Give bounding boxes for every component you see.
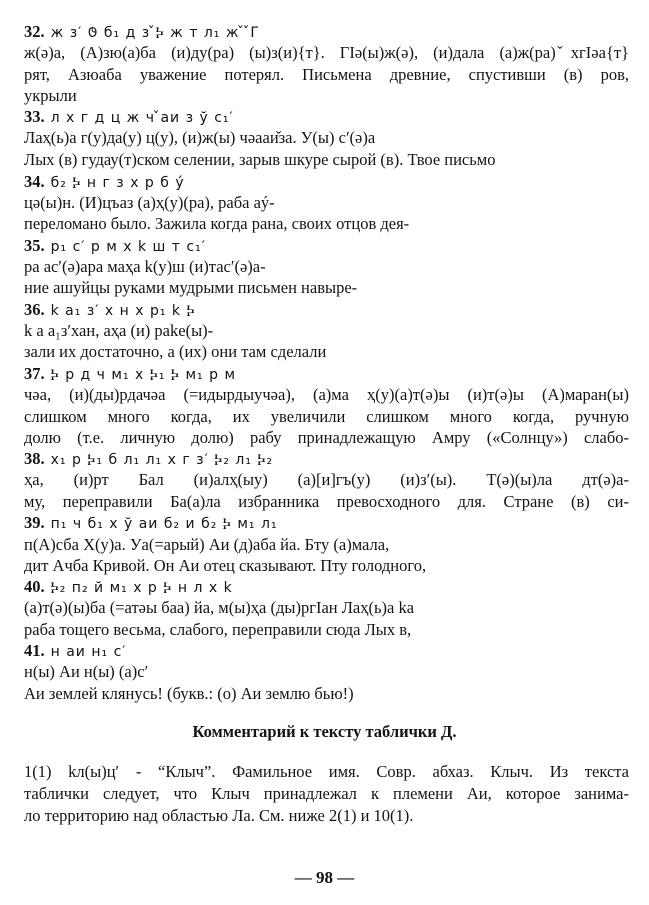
entry-number: 40.: [24, 577, 45, 596]
entry-36-sign-line: [24, 300, 629, 321]
entry-32-translation-line-1: рят, Азюаба уважение потерял. Письмена древние, спустивши (в) ров,: [24, 65, 629, 84]
entry-number: 35.: [24, 236, 45, 255]
entry-number: 39.: [24, 513, 45, 532]
commentary-heading: Комментарий к тексту таблички Д.: [192, 722, 457, 741]
entry-41-transliteration: н(ы) Аи н(ы) (а)с′: [24, 662, 149, 681]
entry-33-transliteration: Лаҳ(ь)а г(у)да(у) ц(у), (и)ж(ы) чәааи̌за. У(ы) с′(ә)а: [24, 128, 376, 147]
entry-35-transliteration: ра ас′(ә)ара маҳа k(у)ш (и)тас′(ә)а-: [24, 257, 266, 276]
entry-number: 38.: [24, 449, 45, 468]
entry-38-transliteration: ҳа, (и)рт Бал (и)алҳ(ыу) (а)[и]гъ(у) (и)з′(ы). Т(ә)(ы)ла дт(ә)а-: [24, 470, 629, 489]
entry-33-sign-line: [24, 107, 629, 128]
sign-sequence: б₂ Ⰽ н г з х р б ý: [50, 175, 185, 191]
entry-39-sign-line: [24, 513, 629, 534]
entry-39-translation-line-1: дит Ачба Кривой. Он Аи отец сказывают. Пту голодного,: [24, 556, 427, 575]
entry-number: 36.: [24, 300, 45, 319]
entry-34-transliteration: цә(ы)н. (И)цъаз (а)ҳ(у)(ра), раба аý-: [24, 193, 275, 212]
entry-34-translation-line-1: переломано было. Зажила когда рана, своих отцов дея-: [24, 214, 410, 233]
entry-40-sign-line: [24, 577, 629, 598]
commentary-line-1: 1(1) kл(ы)ц′ - “Клыч”. Фамильное имя. Совр. абхаз. Клыч. Из текста: [24, 762, 629, 781]
entry-37-translation-line-2: долю (т.е. личную долю) рабу принадлежащую Амру («Солнцу») слабо-: [24, 428, 629, 447]
sign-sequence: н аи н₁ с′: [50, 644, 127, 660]
sign-sequence: х₁ р Ⰽ₁ б л₁ л₁ х г з′ Ⰽ₂ л₁ Ⰽ₂: [50, 452, 274, 468]
entry-number: 41.: [24, 641, 45, 660]
sign-sequence: k а₁ з′ х н х р₁ k Ⰽ: [50, 303, 196, 319]
sign-sequence: ж з′ 𐐃 б₁ д з ̌Ⰽ ж т л₁ ж ̌ ̌Г: [50, 25, 260, 41]
entry-41-sign-line: [24, 641, 629, 662]
sign-sequence: Ⰽ₂ п₂ й м₁ х р Ⰽ н л х k: [50, 580, 233, 596]
entry-33-translation-line-1: Лых (в) гудау(т)ском селении, зарыв шкуре сырой (в). Твое письмо: [24, 150, 496, 169]
entry-35-sign-line: [24, 236, 629, 257]
entry-36-transliteration: k а а₁з′хан, аҳа (и) раkе(ы)-: [24, 321, 214, 340]
entry-41-translation-line-1: Аи землей клянусь! (букв.: (о) Аи землю бью!): [24, 684, 354, 703]
sign-sequence: Ⰽ р д ч м₁ х Ⰽ₁ Ⰽ м₁ р м: [50, 367, 237, 383]
entry-34-sign-line: [24, 172, 629, 193]
commentary-line-2: таблички следует, что Клыч принадлежал к племени Аи, которое занима-: [24, 784, 629, 803]
sign-sequence: п₁ ч б₁ х ў аи б₂ и б₂ Ⰽ м₁ л₁: [50, 516, 278, 532]
sign-sequence: р₁ с′ р м х k ш т с₁′: [50, 239, 206, 255]
commentary-line-3: ло территорию над областью Ла. См. ниже 2(1) и 10(1).: [24, 806, 414, 825]
entry-32-sign-line: [24, 22, 629, 43]
entry-39-transliteration: п(А)сба Х(у)а. Уа(=арый) Аи (д)аба йа. Бту (а)мала,: [24, 535, 390, 554]
entry-40-transliteration: (а)т(ә)(ы)ба (=атәы баа) йа, м(ы)ҳа (ды)ргІан Лаҳ(ь)а kа: [24, 598, 415, 617]
entry-40-translation-line-1: раба тощего весьма, слабого, переправили сюда Лых в,: [24, 620, 412, 639]
entry-38-sign-line: [24, 449, 629, 470]
entry-38-translation-line-1: му, переправили Ба(а)ла избранника превосходного для. Стране (в) си-: [24, 492, 629, 511]
entry-32-transliteration: ж(ә)а, (А)зю(а)ба (и)ду(ра) (ы)з(и){т}. ГІә(ы)ж(ә), (и)дала (а)ж(ра) ̌хгІәа{т}: [24, 43, 629, 62]
entry-number: 37.: [24, 364, 45, 383]
entry-37-transliteration: чәа, (и)(ды)рдачәа (=идырдыучәа), (а)ма ҳ(у)(а)т(ә)ы (и)т(ә)ы (А)маран(ы): [24, 385, 629, 404]
page-number: — 98 —: [294, 868, 355, 887]
entry-37-sign-line: [24, 364, 629, 385]
entry-number: 34.: [24, 172, 45, 191]
sign-sequence: л х г д ц ж ч ̌аи з ў с₁′: [50, 110, 234, 126]
entry-36-translation-line-1: зали их достаточно, а (их) они там сделали: [24, 342, 327, 361]
entry-35-translation-line-1: ние ашуйцы руками мудрыми письмен навыре-: [24, 278, 358, 297]
entry-32-translation-line-2: укрыли: [24, 86, 77, 105]
entry-number: 33.: [24, 107, 45, 126]
entry-number: 32.: [24, 22, 45, 41]
entry-37-translation-line-1: слишком много когда, их увеличили слишком много когда, ручную: [24, 407, 629, 426]
